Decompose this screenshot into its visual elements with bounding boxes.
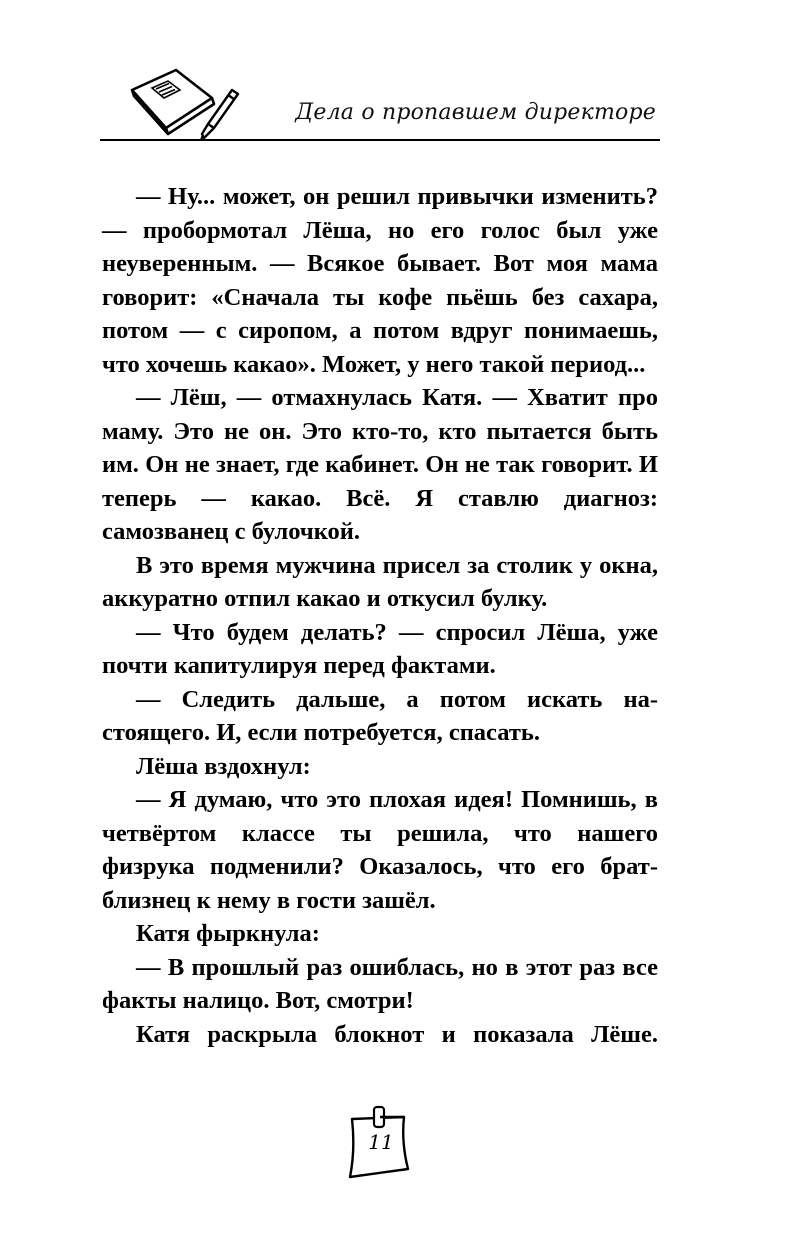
paragraph: — В прошлый раз ошиблась, но в этот раз все факты налицо. Вот, смотри! [102, 953, 658, 1014]
paragraph: Катя раскрыла блокнот и показала Лёше. [136, 1020, 658, 1048]
paragraph: — Что будем делать? — спросил Лёша, уже почти капитулируя перед фактами. [102, 618, 658, 679]
paragraph: — Следить дальше, а потом искать настоящего. И, если потребуется, спасать. [102, 685, 658, 746]
running-title: Дела о пропавшем директоре [295, 100, 656, 125]
page-body [102, 180, 658, 1051]
paragraph: В это время мужчина присел за столик у окна, аккуратно отпил какао и откусил булку. [102, 551, 658, 612]
paragraph: — Я думаю, что это плохая идея! Помнишь, в четвёртом классе ты решила, что нашего физрука подменили? Оказалось, что его брат-близнец к нему в гости зашёл. [102, 786, 658, 914]
paragraph: — Ну... может, он решил привычки изменить? — пробормотал Лёша, но его голос был уже неуверенным. — Всякое бывает. Вот моя мама говорит: «Сначала ты кофе пьёшь без сахара, потом — с сиропом, а потом вдруг понимаешь, что хочешь какао». Может, у него такой период... [102, 183, 658, 378]
paragraph: — Лёш, — отмахнулась Катя. — Хватит про маму. Это не он. Это кто-то, кто пытается быть им. Он не знает, где кабинет. Он не так говорит. И теперь — какао. Всё. Я ставлю диагноз: самозванец с булочкой. [102, 384, 658, 545]
page-header [100, 66, 660, 146]
paragraph: Лёша вздохнул: [136, 752, 311, 780]
notebook-and-pen-icon [128, 68, 240, 142]
page-number: 11 [368, 1130, 394, 1154]
paragraph: Катя фыркнула: [136, 920, 320, 947]
header-divider [100, 139, 660, 141]
